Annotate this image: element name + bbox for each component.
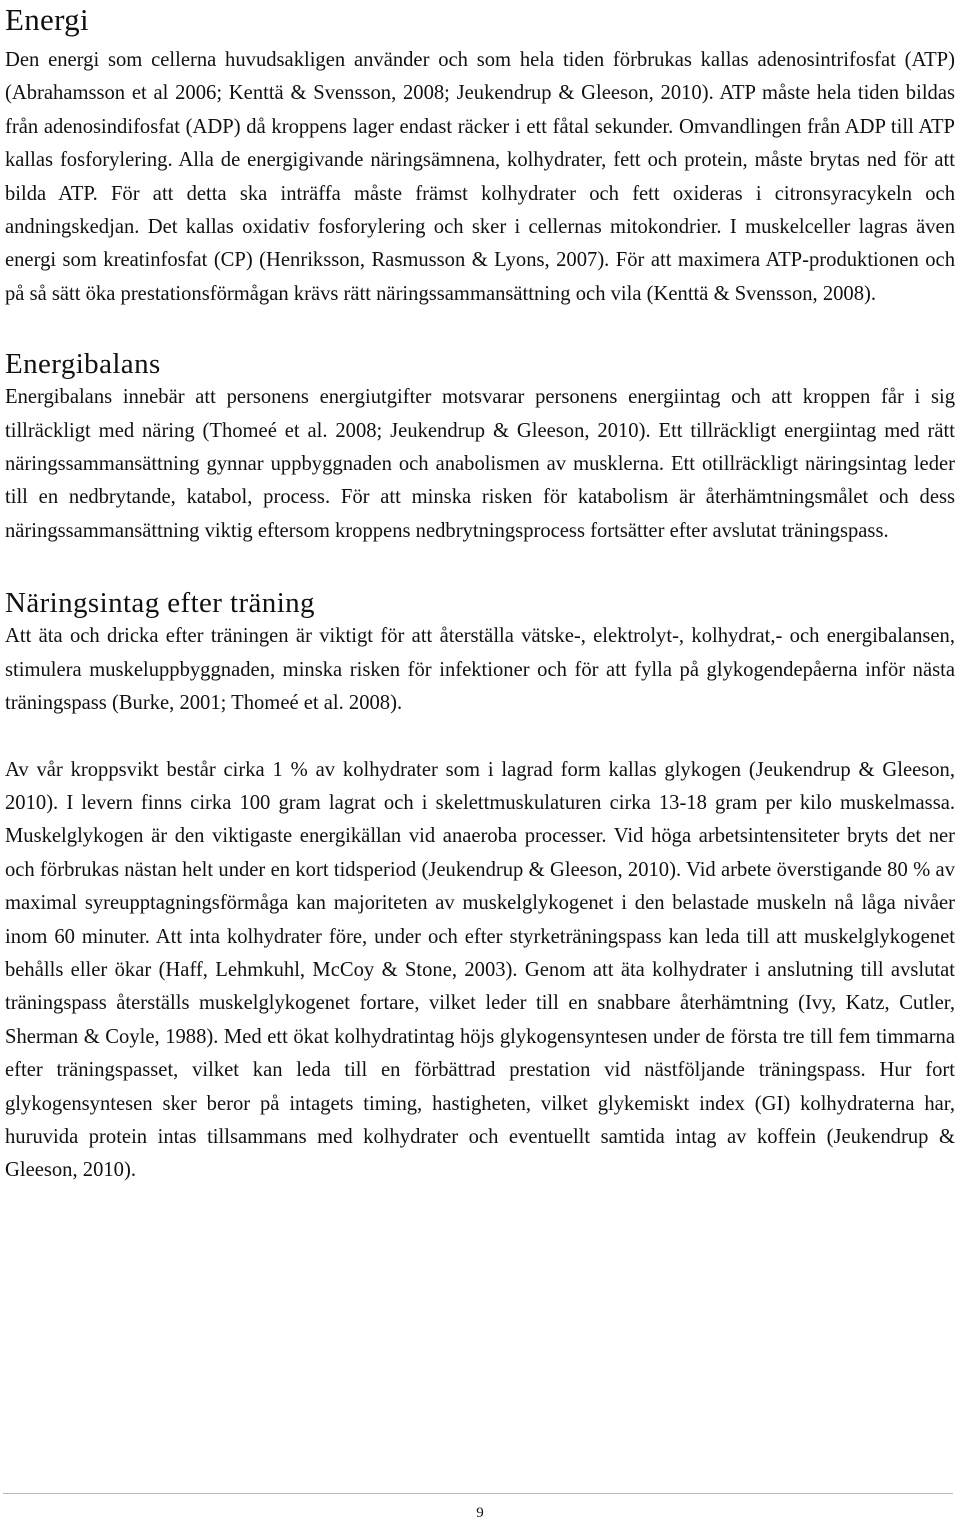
paragraph-energibalans: Energibalans innebär att personens energiutgifter motsvarar personens energiintag och att kroppen får i sig tillräckligt med näring (Thomeé et al. 2008; Jeukendrup & Gleeson, 2010). Ett tillräckligt energiintag med rätt näringssammansättning gynnar uppbyggnaden och anabolismen av musklerna. Ett otillräckligt näringsintag leder till en nedbrytande, katabol, process. För att minska risken för katabolism är återhämtningsmålet och dess näringssammansättning viktig eftersom kroppens nedbrytningsprocess fortsätter efter avslutat träningspass. [5,386,955,542]
heading-energibalans: Energibalans [5,348,161,381]
page-number: 9 [476,1505,484,1521]
footer-divider [3,1493,953,1494]
paragraph-naringsintag-1: Att äta och dricka efter träningen är viktigt för att återställa vätske-, elektrolyt-, kolhydrat,- och energibalansen, stimulera muskeluppbyggnaden, minska risken för infektioner och för att fylla på glykogendepåerna inför nästa träningspass (Burke, 2001; Thomeé et al. 2008). [5,625,955,715]
heading-naringsintag: Näringsintag efter träning [5,587,315,620]
spacer [5,721,955,754]
spacer [5,548,955,586]
paragraph-energi: Den energi som cellerna huvudsakligen använder och som hela tiden förbrukas kallas adenosintrifosfat (ATP) (Abrahamsson et al 2006; Kenttä & Svensson, 2008; Jeukendrup & Gleeson, 2010). ATP måste hela tiden bildas från adenosindifosfat (ADP) då kroppens lager endast räcker i ett fåtal sekunder. Omvandlingen från ADP till ATP kallas fosforylering. Alla de energigivande näringsämnena, kolhydrater, fett och protein, måste brytas ned för att bilda ATP. För att detta ska inträffa måste främst kolhydrater och fett oxideras i citronsyracykeln och andningskedjan. Det kallas oxidativ fosforylering och sker i cellernas mitokondrier. I muskelceller lagras även energi som kreatinfosfat (CP) (Henriksson, Rasmusson & Lyons, 2007). För att maximera ATP-produktionen och på så sätt öka prestationsförmågan krävs rätt näringssammansättning och vila (Kenttä & Svensson, 2008). [5,49,955,305]
heading-energi: Energi [5,2,89,37]
spacer [5,311,955,347]
document-page [5,0,955,1188]
paragraph-naringsintag-2: Av vår kroppsvikt består cirka 1 % av kolhydrater som i lagrad form kallas glykogen (Jeukendrup & Gleeson, 2010). I levern finns cirka 100 gram lagrat och i skelettmuskulaturen cirka 13-18 gram per kilo muskelmassa. Muskelglykogen är den viktigaste energikällan vid anaeroba processer. Vid höga arbetsintensiteter bryts det ner och förbrukas nästan helt under en kort tidsperiod (Jeukendrup & Gleeson, 2010). Vid arbete överstigande 80 % av maximal syreupptagningsförmåga kan majoriteten av muskelglykogenet i den belastade muskeln nå låga nivåer inom 60 minuter. Att inta kolhydrater före, under och efter styrketräningspass kan leda till att muskelglykogenet behålls eller ökar (Haff, Lehmkuhl, McCoy & Stone, 2003). Genom att äta kolhydrater i anslutning till avslutat träningspass återställs muskelglykogenet fortare, vilket leder till en snabbare återhämtning (Ivy, Katz, Cutler, Sherman & Coyle, 1988). Med ett ökat kolhydratintag höjs glykogensyntesen under de första tre till fem timmarna efter träningspasset, vilket kan leda till en förbättrad prestation vid nästföljande träningspass. Hur fort glykogensyntesen sker beror på intagets timing, hastigheten, vilket glykemiskt index (GI) kolhydraterna har, huruvida protein intas tillsammans med kolhydrater och eventuellt samtida intag av koffein (Jeukendrup & Gleeson, 2010). [5,758,955,1182]
